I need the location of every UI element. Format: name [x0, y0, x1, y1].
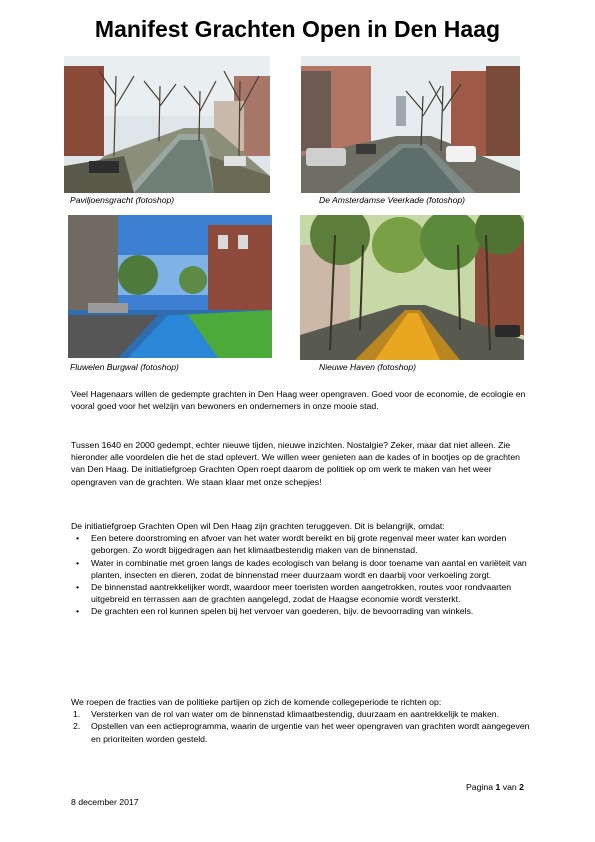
- photo-paviljoensgracht: [64, 56, 270, 193]
- photo-nieuwe-haven: [300, 215, 524, 360]
- paragraph-intro: [71, 388, 531, 412]
- photo-amsterdamse-veerkade: [301, 56, 520, 193]
- list-item: • De grachten een rol kunnen spelen bij het vervoer van goederen, bijv. de bevoorrading van winkels.: [71, 605, 531, 617]
- actions-list: [71, 708, 531, 745]
- page-current: 1: [495, 782, 501, 792]
- paragraph-history: [71, 439, 531, 488]
- list-item: • De binnenstad aantrekkelijker wordt, waardoor meer toeristen worden aangetrokken, routes voor rondvaarten uitgebreid en terrassen aan de grachten aangelegd, zodat de Haagse economie wordt versterkt.: [71, 581, 531, 605]
- list-item-text: Opstellen van een actieprogramma, waarin de urgentie van het weer opengraven van grachten wordt aangegeven en prioriteiten worden gesteld.: [91, 721, 530, 744]
- paragraph: Veel Hagenaars willen de gedempte grachten in Den Haag weer opengraven. Goed voor de economie, de ecologie en vooral goed voor het welzijn van bewoners en ondernemers in onze mooie stad.: [71, 389, 526, 412]
- list-item: • Water in combinatie met groen langs de kades ecologisch van belang is door toename van aantal en variëteit van planten, insecten en dieren, zodat de binnenstad meer duurzaam wordt en daarbij voor verkoeling zorgt.: [71, 557, 531, 581]
- list-number: 1.: [73, 709, 81, 720]
- paragraph-call-to-action: [71, 696, 531, 745]
- list-number: 2.: [73, 721, 81, 732]
- list-item: • Een betere doorstroming en afvoer van het water wordt bereikt en bij grote regenval meer water kan worden geborgen. Zo wordt bijgedragen aan het klimaatbestendig maken van de binnenstad.: [71, 532, 531, 556]
- list-item: [71, 708, 531, 720]
- photo-caption: Nieuwe Haven (fotoshop): [319, 362, 416, 372]
- paragraph: Tussen 1640 en 2000 gedempt, echter nieuwe tijden, nieuwe inzichten. Nostalgie? Zeker, maar dat niet alleen. Zie hieronder alle voordelen die het de stad oplevert. We willen weer genieten aan de kades of in bootjes op de grachten van Den Haag. De initiatiefgroep Grachten Open roept daarom de politiek op om werk te maken van het weer opengraven van de grachten. We staan klaar met onze schepjes!: [71, 440, 520, 487]
- list-item: [71, 720, 531, 744]
- photo-caption: Paviljoensgracht (fotoshop): [70, 195, 175, 205]
- page-of: van: [502, 782, 517, 792]
- paragraph: De initiatiefgroep Grachten Open wil Den Haag zijn grachten teruggeven. Dit is belangrijk, omdat:: [71, 521, 445, 531]
- page-total: 2: [519, 782, 524, 792]
- photo-caption: Fluwelen Burgwal (fotoshop): [70, 362, 179, 372]
- list-item-text: Versterken van de rol van water om de binnenstad klimaatbestendig, duurzaam en aantrekkelijk te maken.: [91, 709, 500, 720]
- page-word: Pagina: [465, 782, 494, 792]
- photo-caption: De Amsterdamse Veerkade (fotoshop): [319, 195, 466, 205]
- paragraph-reasons: [71, 520, 531, 618]
- document-date: 8 december 2017: [71, 797, 139, 807]
- paragraph: We roepen de fracties van de politieke partijen op zich de komende collegeperiode te richten op:: [71, 697, 442, 707]
- page-number: [466, 782, 524, 792]
- photo-fluwelen-burgwal: [68, 215, 272, 358]
- document-title: Manifest Grachten Open in Den Haag: [94, 16, 501, 42]
- reasons-list: [71, 532, 531, 617]
